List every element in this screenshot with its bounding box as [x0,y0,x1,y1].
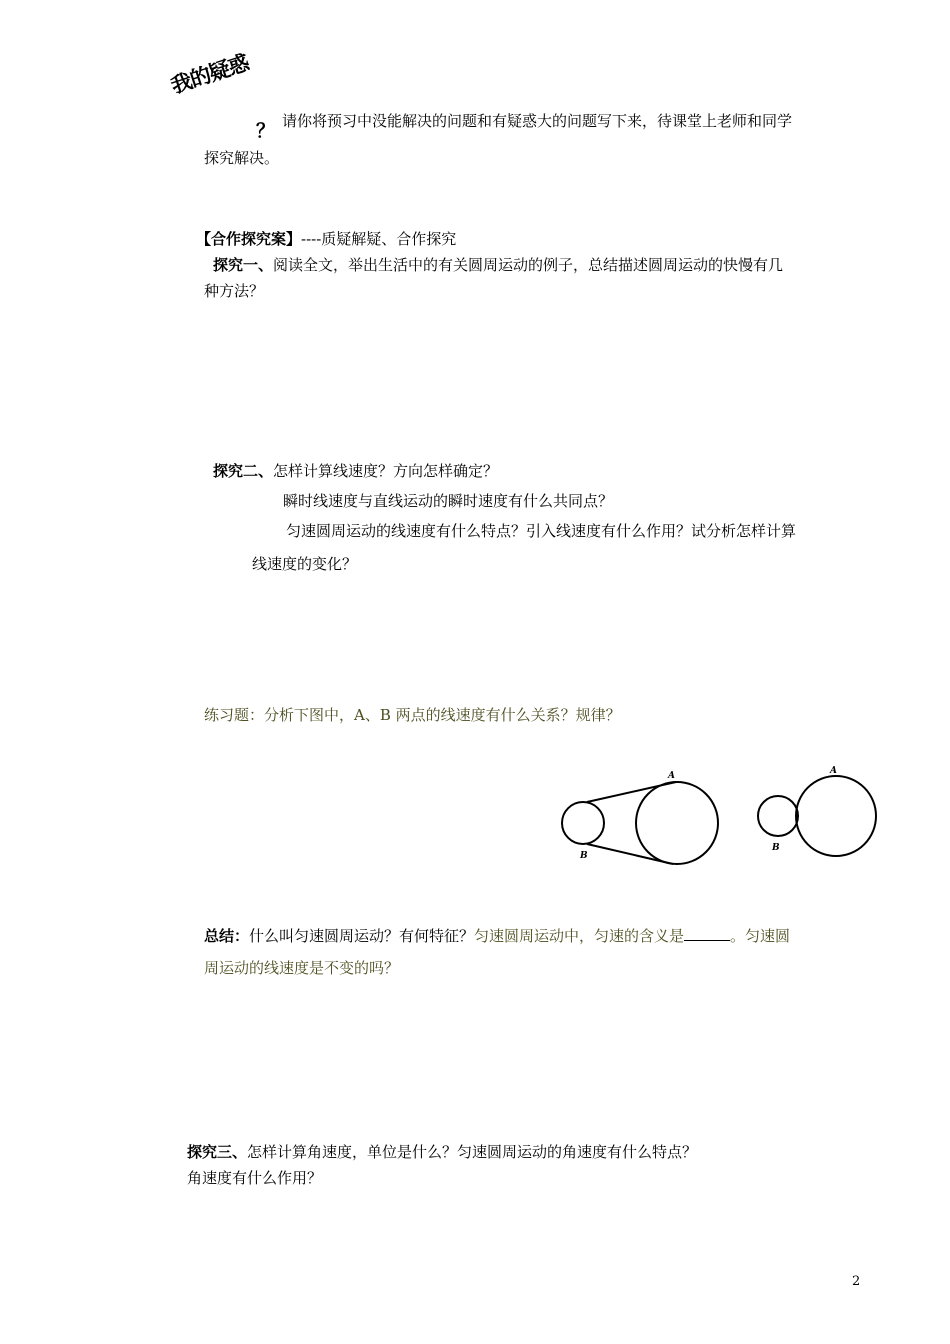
circular-motion-figure [550,760,890,875]
exercise-question: 练习题：分析下图中，A、B 两点的线速度有什么关系？规律？ [204,706,621,724]
inquiry-3-label: 探究三、 [187,1143,248,1161]
label-b-gear: B [772,843,780,853]
summary-line-2: 周运动的线速度是不变的吗？ [204,959,400,977]
inquiry-1-line-2: 种方法？ [204,282,265,300]
inquiry-2-q3-line-2: 线速度的变化？ [252,555,358,573]
small-gear [758,796,798,836]
question-mark-icon: ？ [256,120,276,142]
section-title-rest: ----质疑解疑、合作探究 [301,230,457,248]
inquiry-3-line-2: 角速度有什么作用？ [187,1169,323,1187]
label-b-belt: B [580,851,588,861]
inquiry-3-text: 怎样计算角速度，单位是什么？匀速圆周运动的角速度有什么特点？ [247,1143,698,1161]
label-a-belt: A [668,771,675,781]
large-pulley [636,782,718,864]
inquiry-1-label: 探究一、 [213,256,274,274]
summary-label: 总结： [204,927,250,945]
inquiry-2-line-1 [213,460,498,482]
section-title-bold: 【合作探究案】 [196,230,302,248]
inquiry-2-q3-line-1: 匀速圆周运动的线速度有什么特点？引入线速度有什么作用？试分析怎样计算 [286,522,797,540]
inquiry-2-label: 探究二、 [213,462,274,480]
small-pulley [562,802,604,844]
inquiry-1-line-1 [213,254,783,276]
summary-text-1: 什么叫匀速圆周运动？有何特征？ [249,927,475,945]
summary-text-3: 。匀速圆 [730,927,791,945]
my-doubts-logo: 我的疑惑 [167,50,252,99]
summary-blank [684,926,730,941]
inquiry-3-line-1 [187,1141,697,1163]
section-title [196,228,456,250]
inquiry-2-q2: 瞬时线速度与直线运动的瞬时速度有什么共同点？ [283,492,614,510]
inquiry-2-q1: 怎样计算线速度？方向怎样确定？ [273,462,499,480]
intro-line-2: 探究解决。 [204,149,280,167]
summary-text-2: 匀速圆周运动中，匀速的含义是 [474,927,685,945]
inquiry-1-text: 阅读全文，举出生活中的有关圆周运动的例子，总结描述圆周运动的快慢有几 [273,256,784,274]
page-number: 2 [852,1274,861,1289]
large-gear [796,776,876,856]
label-a-gear: A [830,766,837,776]
belt-bottom [587,844,673,864]
intro-line-1: 请你将预习中没能解决的问题和有疑惑大的问题写下来，待课堂上老师和同学 [282,112,793,130]
summary-line-1 [204,925,790,947]
belt-top [587,782,676,802]
